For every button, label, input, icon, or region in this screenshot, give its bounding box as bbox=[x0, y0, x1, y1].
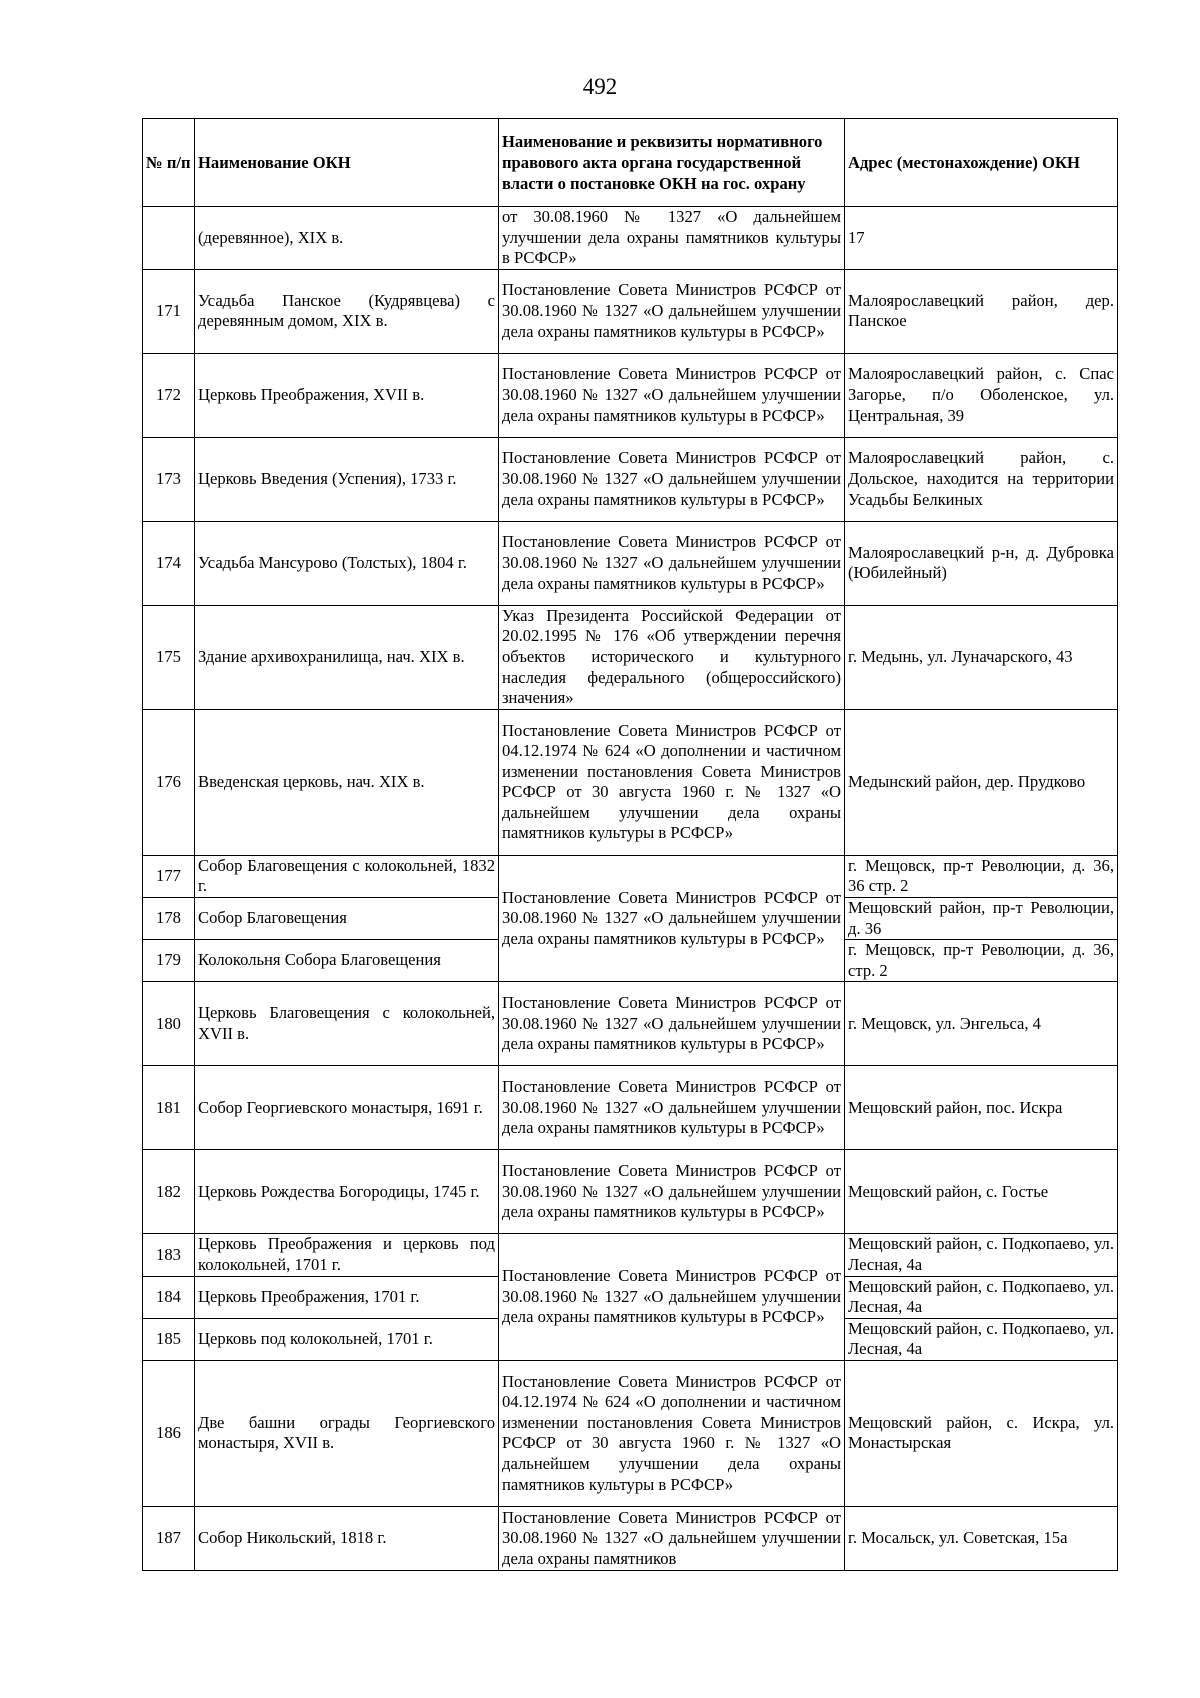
row-name: Церковь Рождества Богородицы, 1745 г. bbox=[195, 1150, 499, 1234]
table-row bbox=[143, 1234, 1118, 1276]
row-name: Церковь Введения (Успения), 1733 г. bbox=[195, 437, 499, 521]
row-name: Церковь Преображения, 1701 г. bbox=[195, 1276, 499, 1318]
row-act: Постановление Совета Министров РСФСР от 30.08.1960 № 1327 «О дальнейшем улучшении дела охраны памятников культуры в РСФСР» bbox=[499, 1150, 845, 1234]
row-num: 179 bbox=[143, 940, 195, 982]
row-num: 181 bbox=[143, 1066, 195, 1150]
row-num: 172 bbox=[143, 353, 195, 437]
row-num: 180 bbox=[143, 982, 195, 1066]
table-row bbox=[143, 269, 1118, 353]
table-row bbox=[143, 1150, 1118, 1234]
row-num: 187 bbox=[143, 1506, 195, 1570]
row-address: г. Мещовск, пр-т Революции, д. 36, 36 стр. 2 bbox=[845, 855, 1118, 897]
table-row bbox=[143, 1506, 1118, 1570]
row-address: Малоярославецкий район, с. Дольское, находится на территории Усадьбы Белкиных bbox=[845, 437, 1118, 521]
row-act: Постановление Совета Министров РСФСР от 30.08.1960 № 1327 «О дальнейшем улучшении дела охраны памятников bbox=[499, 1506, 845, 1570]
table-row bbox=[143, 437, 1118, 521]
table-header-row bbox=[143, 119, 1118, 207]
row-name: Колокольня Собора Благовещения bbox=[195, 940, 499, 982]
header-num: № п/п bbox=[143, 119, 195, 207]
header-name: Наименование ОКН bbox=[195, 119, 499, 207]
row-act: Постановление Совета Министров РСФСР от 04.12.1974 № 624 «О дополнении и частичном изменении постановления Совета Министров РСФСР от 30 августа 1960 г. № 1327 «О дальнейшем улучшении дела охраны памятников культуры в РСФСР» bbox=[499, 1360, 845, 1506]
table-row bbox=[143, 605, 1118, 709]
row-address: Мещовский район, пос. Искра bbox=[845, 1066, 1118, 1150]
row-name: Усадьба Панское (Кудрявцева) с деревянным домом, XIX в. bbox=[195, 269, 499, 353]
row-num: 186 bbox=[143, 1360, 195, 1506]
row-name: Церковь под колокольней, 1701 г. bbox=[195, 1318, 499, 1360]
row-name: Собор Никольский, 1818 г. bbox=[195, 1506, 499, 1570]
row-name: Собор Благовещения с колокольней, 1832 г. bbox=[195, 855, 499, 897]
row-act: Постановление Совета Министров РСФСР от 30.08.1960 № 1327 «О дальнейшем улучшении дела охраны памятников культуры в РСФСР» bbox=[499, 353, 845, 437]
row-name: Церковь Преображения и церковь под колокольней, 1701 г. bbox=[195, 1234, 499, 1276]
row-num: 177 bbox=[143, 855, 195, 897]
table-row bbox=[143, 855, 1118, 897]
table-row bbox=[143, 982, 1118, 1066]
row-name: Собор Георгиевского монастыря, 1691 г. bbox=[195, 1066, 499, 1150]
table-row bbox=[143, 709, 1118, 855]
row-address: Мещовский район, с. Подкопаево, ул. Лесная, 4а bbox=[845, 1318, 1118, 1360]
table-row bbox=[143, 1360, 1118, 1506]
row-address: Мещовский район, с. Гостье bbox=[845, 1150, 1118, 1234]
row-address: Медынский район, дер. Прудково bbox=[845, 709, 1118, 855]
row-num: 171 bbox=[143, 269, 195, 353]
row-num: 176 bbox=[143, 709, 195, 855]
row-address: г. Мещовск, пр-т Революции, д. 36, стр. 2 bbox=[845, 940, 1118, 982]
row-act-merged: Постановление Совета Министров РСФСР от 30.08.1960 № 1327 «О дальнейшем улучшении дела охраны памятников культуры в РСФСР» bbox=[499, 855, 845, 982]
page-number: 492 bbox=[582, 74, 618, 99]
header-act: Наименование и реквизиты нормативного правового акта органа государственной власти о постановке ОКН на гос. охрану bbox=[499, 119, 845, 207]
row-num: 185 bbox=[143, 1318, 195, 1360]
row-act: Указ Президента Российской Федерации от 20.02.1995 № 176 «Об утверждении перечня объектов исторического и культурного наследия федерального (общероссийского) значения» bbox=[499, 605, 845, 709]
row-act: Постановление Совета Министров РСФСР от 30.08.1960 № 1327 «О дальнейшем улучшении дела охраны памятников культуры в РСФСР» bbox=[499, 269, 845, 353]
row-num: 175 bbox=[143, 605, 195, 709]
row-address: г. Мосальск, ул. Советская, 15а bbox=[845, 1506, 1118, 1570]
row-name: Собор Благовещения bbox=[195, 897, 499, 939]
row-act-merged: Постановление Совета Министров РСФСР от 30.08.1960 № 1327 «О дальнейшем улучшении дела охраны памятников культуры в РСФСР» bbox=[499, 1234, 845, 1361]
row-address: Мещовский район, пр-т Революции, д. 36 bbox=[845, 897, 1118, 939]
row-act: Постановление Совета Министров РСФСР от 30.08.1960 № 1327 «О дальнейшем улучшении дела охраны памятников культуры в РСФСР» bbox=[499, 437, 845, 521]
row-name: Введенская церковь, нач. XIX в. bbox=[195, 709, 499, 855]
table-row bbox=[143, 521, 1118, 605]
row-address: Малоярославецкий р-н, д. Дубровка (Юбилейный) bbox=[845, 521, 1118, 605]
row-name: (деревянное), XIX в. bbox=[195, 207, 499, 270]
row-name: Две башни ограды Георгиевского монастыря, XVII в. bbox=[195, 1360, 499, 1506]
row-name: Здание архивохранилища, нач. XIX в. bbox=[195, 605, 499, 709]
row-address: Малоярославецкий район, с. Спас Загорье, п/о Оболенское, ул. Центральная, 39 bbox=[845, 353, 1118, 437]
row-address: Мещовский район, с. Подкопаево, ул. Лесная, 4а bbox=[845, 1234, 1118, 1276]
row-name: Церковь Преображения, XVII в. bbox=[195, 353, 499, 437]
okn-table bbox=[142, 118, 1118, 1571]
header-address: Адрес (местонахождение) ОКН bbox=[845, 119, 1118, 207]
row-act: Постановление Совета Министров РСФСР от 30.08.1960 № 1327 «О дальнейшем улучшении дела охраны памятников культуры в РСФСР» bbox=[499, 1066, 845, 1150]
row-address: 17 bbox=[845, 207, 1118, 270]
table-row bbox=[143, 1066, 1118, 1150]
row-num: 178 bbox=[143, 897, 195, 939]
row-address: г. Мещовск, ул. Энгельса, 4 bbox=[845, 982, 1118, 1066]
row-name: Усадьба Мансурово (Толстых), 1804 г. bbox=[195, 521, 499, 605]
row-num: 184 bbox=[143, 1276, 195, 1318]
row-act: Постановление Совета Министров РСФСР от 30.08.1960 № 1327 «О дальнейшем улучшении дела охраны памятников культуры в РСФСР» bbox=[499, 982, 845, 1066]
row-act: Постановление Совета Министров РСФСР от 04.12.1974 № 624 «О дополнении и частичном изменении постановления Совета Министров РСФСР от 30 августа 1960 г. № 1327 «О дальнейшем улучшении дела охраны памятников культуры в РСФСР» bbox=[499, 709, 845, 855]
table-row-continuation bbox=[143, 207, 1118, 270]
row-num: 183 bbox=[143, 1234, 195, 1276]
row-address: Мещовский район, с. Искра, ул. Монастырская bbox=[845, 1360, 1118, 1506]
row-num: 182 bbox=[143, 1150, 195, 1234]
row-address: Мещовский район, с. Подкопаево, ул. Лесная, 4а bbox=[845, 1276, 1118, 1318]
row-name: Церковь Благовещения с колокольней, XVII в. bbox=[195, 982, 499, 1066]
row-address: г. Медынь, ул. Луначарского, 43 bbox=[845, 605, 1118, 709]
row-num: 173 bbox=[143, 437, 195, 521]
table-row bbox=[143, 353, 1118, 437]
row-num bbox=[143, 207, 195, 270]
row-address: Малоярославецкий район, дер. Панское bbox=[845, 269, 1118, 353]
row-act: Постановление Совета Министров РСФСР от 30.08.1960 № 1327 «О дальнейшем улучшении дела охраны памятников культуры в РСФСР» bbox=[499, 521, 845, 605]
row-num: 174 bbox=[143, 521, 195, 605]
row-act: от 30.08.1960 № 1327 «О дальнейшем улучшении дела охраны памятников культуры в РСФСР» bbox=[499, 207, 845, 270]
